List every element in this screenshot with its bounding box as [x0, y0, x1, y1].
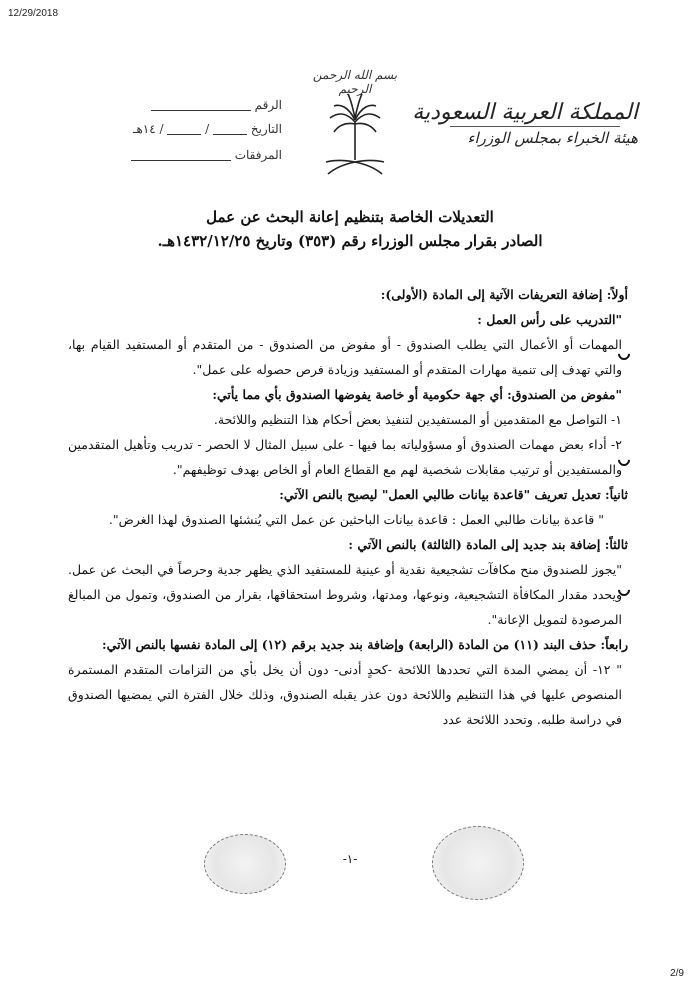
document-subtitle: الصادر بقرار مجلس الوزراء رقم (٣٥٣) وتاريخ ١٤٣٢/١٢/٢٥هـ. [157, 232, 543, 250]
official-seal-left [204, 834, 286, 894]
definition-authorized: "مفوض من الصندوق: أي جهة حكومية أو خاصة يفوضها الصندوق بأي مما يأتي: [212, 387, 622, 402]
date-label: التاريخ [250, 122, 282, 136]
agency-name: هيئة الخبراء بمجلس الوزراء [467, 129, 638, 147]
database-definition: " قاعدة بيانات طالبي العمل : قاعدة بيانات الباحثين عن عمل التي يُنشئها الصندوق لهذا الغرض". [108, 512, 604, 527]
section-third: ثالثاً: إضافة بند جديد إلى المادة (الثالثة) بالنص الآتي : [348, 537, 628, 552]
print-date: 12/29/2018 [8, 8, 59, 19]
clause-12: " ١٢- أن يمضي المدة التي تحددها اللائحة -كحدٍ أدنى- دون أن يخل بأي من التزامات المتقدم المستمرة المنصوص عليها في هذا التنظيم واللائحة دون عذر يقبله الصندوق، وذلك خلال الفترة التي يمضيها الصندوق في دراسة طلبه. وتحدد اللائحة عدد [68, 662, 622, 727]
section-second: ثانياً: تعديل تعريف "قاعدة بيانات طالبي العمل" ليصبح بالنص الآتي: [279, 487, 628, 502]
authorized-item-2: ٢- أداء بعض مهمات الصندوق أو مسؤولياته بما فيها - على سبيل المثال لا الحصر - تدريب وتأهيل المتقدمين والمستفيدين أو ترتيب مقابلات شخصية لهم مع القطاع العام أو الخاص بهدف توظيفهم". [68, 437, 622, 477]
attachments-line [131, 150, 231, 161]
kingdom-name: المملكة العربية السعودية [412, 100, 638, 125]
date-month-line [167, 124, 201, 135]
section-first: أولاً: إضافة التعريفات الآتية إلى المادة (الأولى): [380, 287, 628, 302]
date-day-line [213, 124, 247, 135]
incentive-clause: "يجوز للصندوق منح مكافآت تشجيعية نقدية أو عينية للمستفيد الذي يظهر جدية وحرصاً في البحث عن عمل. ويحدد مقدار المكافأة التشجيعية، ونوعها، ومدتها، وشروط استحقاقها، بقرار من الصندوق، وتمول من المبالغ المرصودة لتمويل الإعانة". [68, 562, 622, 627]
page-counter: 2/9 [670, 968, 684, 979]
ref-line [151, 100, 251, 111]
ref-label: الرقم [254, 98, 282, 112]
attachments-label: المرفقات [234, 148, 282, 162]
saudi-emblem-icon [318, 82, 392, 182]
document-body [68, 282, 628, 732]
definition-training-text: المهمات أو الأعمال التي يطلب الصندوق - أو مفوض من الصندوق - من المتقدم أو المستفيد القيام بها، والتي تهدف إلى تنمية مهارات المتقدم أو المستفيد وزيادة فرص حصوله على عمل". [68, 337, 622, 377]
definition-training-term: "التدريب على رأس العمل : [477, 312, 622, 327]
date-suffix: ١٤هـ [132, 122, 156, 136]
official-seal-right [432, 826, 524, 900]
basmala: بسم الله الرحمن الرحيم [312, 68, 398, 96]
section-fourth: رابعاً: حذف البند (١١) من المادة (الرابعة) وإضافة بند جديد برقم (١٢) إلى المادة نفسها بالنص الآتي: [102, 637, 628, 652]
document-title: التعديلات الخاصة بتنظيم إعانة البحث عن عمل [206, 208, 494, 226]
letterhead [408, 100, 638, 147]
header-rule [450, 126, 620, 127]
authorized-item-1: ١- التواصل مع المتقدمين أو المستفيدين لتنفيذ بعض أحكام هذا التنظيم واللائحة. [213, 412, 622, 427]
reference-fields: الرقم التاريخ / / ١٤هـ المرفقات [96, 98, 282, 168]
page-number: -١- [342, 852, 358, 866]
